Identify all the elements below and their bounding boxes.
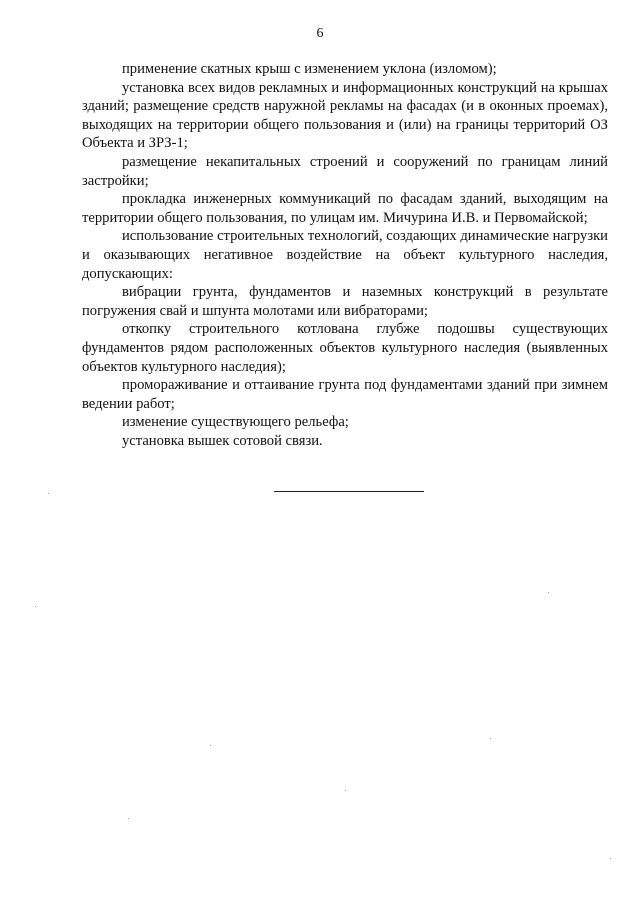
- separator-line: [274, 491, 424, 492]
- list-item-construction-technologies: использование строительных технологий, создающих динамические нагрузки и оказывающих негативное воздействие на объект культурного наследия, допускающих:: [82, 228, 608, 282]
- scan-speck: [210, 745, 211, 746]
- page-number: 6: [316, 26, 324, 41]
- list-item-soil-freezing: промораживание и оттаивание грунта под фундаментами зданий при зимнем ведении работ;: [82, 377, 608, 412]
- document-body: [82, 60, 608, 450]
- scan-speck: [345, 790, 346, 791]
- list-item-excavation: откопку строительного котлована глубже подошвы существующих фундаментов рядом расположенных объектов культурного наследия (выявленных объектов культурного наследия);: [82, 321, 608, 375]
- list-item-cell-towers: установка вышек сотовой связи.: [122, 432, 323, 449]
- scan-speck: [610, 858, 611, 859]
- scan-speck: [548, 592, 549, 593]
- scan-speck: [490, 738, 491, 739]
- list-item-soil-vibration: вибрации грунта, фундаментов и наземных конструкций в результате погружения свай и шпунта молотами или вибраторами;: [82, 284, 608, 319]
- list-item-temporary-buildings: размещение некапитальных строений и сооружений по границам линий застройки;: [82, 153, 608, 189]
- list-item-relief-change: изменение существующего рельефа;: [122, 414, 349, 431]
- list-item-advertising-structures: установка всех видов рекламных и информационных конструкций на крышах зданий; размещение средств наружной рекламы на фасадах (и в оконных проемах), выходящих на территории общего пользования и (или) на границы территорий ОЗ Объекта и ЗРЗ-1;: [82, 79, 608, 152]
- scan-speck: [48, 493, 49, 494]
- list-item-pitched-roofs: применение скатных крыш с изменением уклона (изломом);: [122, 61, 497, 77]
- scan-speck: [128, 818, 129, 819]
- list-item-utility-lines: прокладка инженерных коммуникаций по фасадам зданий, выходящим на территории общего пользования, по улицам им. Мичурина И.В. и Первомайской;: [82, 191, 608, 226]
- scan-speck: [35, 606, 36, 607]
